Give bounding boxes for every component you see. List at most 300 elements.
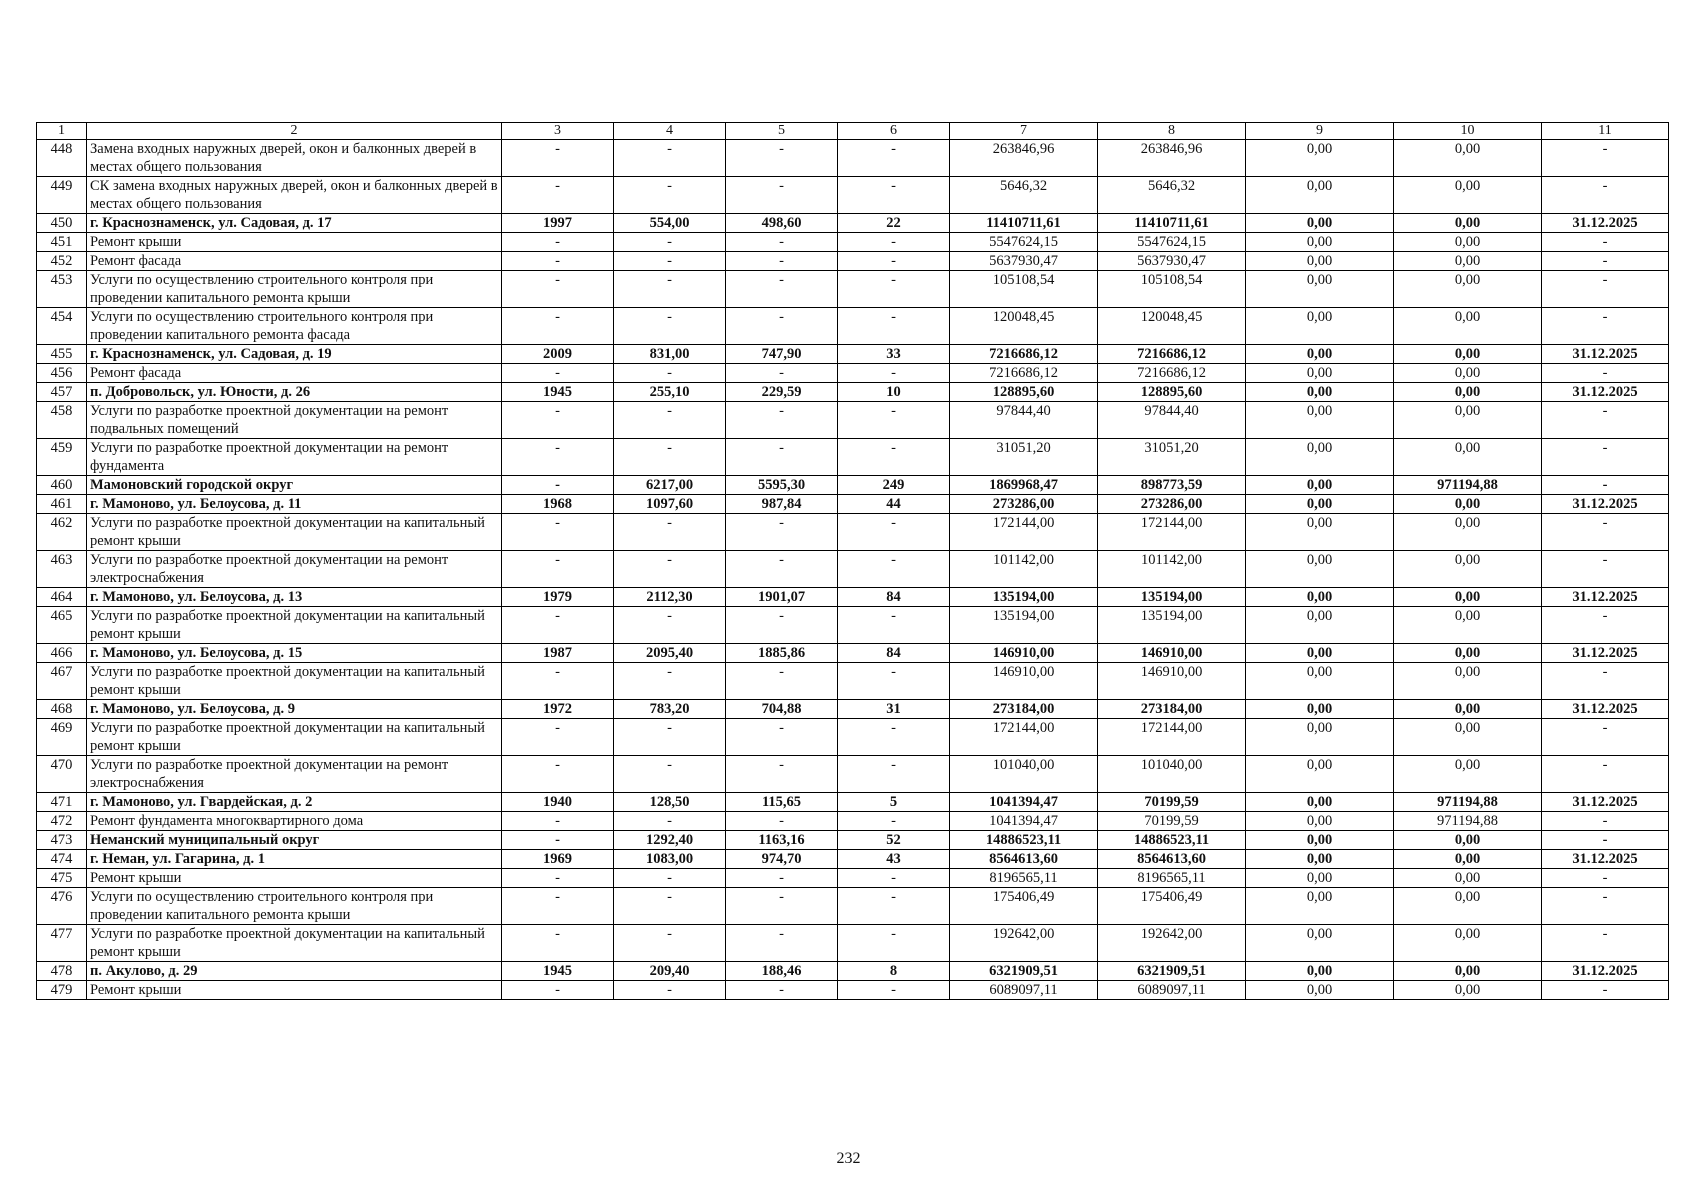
header-cell: 2 — [87, 123, 502, 140]
value-cell: 971194,88 — [1394, 476, 1542, 495]
header-cell: 1 — [37, 123, 87, 140]
row-number-cell: 474 — [37, 850, 87, 869]
value-cell: 8196565,11 — [1098, 869, 1246, 888]
value-cell: - — [502, 271, 614, 308]
value-cell: 115,65 — [726, 793, 838, 812]
value-cell: 554,00 — [614, 214, 726, 233]
value-cell: 7216686,12 — [1098, 364, 1246, 383]
value-cell: - — [726, 888, 838, 925]
value-cell: 0,00 — [1394, 869, 1542, 888]
value-cell: 84 — [838, 588, 950, 607]
row-number-cell: 453 — [37, 271, 87, 308]
item-name-cell: г. Мамоново, ул. Белоусова, д. 11 — [87, 495, 502, 514]
value-cell: 1292,40 — [614, 831, 726, 850]
value-cell: - — [502, 402, 614, 439]
value-cell: - — [1542, 271, 1669, 308]
value-cell: 0,00 — [1394, 495, 1542, 514]
value-cell: 6321909,51 — [950, 962, 1098, 981]
value-cell: - — [838, 607, 950, 644]
value-cell: 8196565,11 — [950, 869, 1098, 888]
row-number-cell: 476 — [37, 888, 87, 925]
value-cell: 172144,00 — [950, 719, 1098, 756]
header-cell: 5 — [726, 123, 838, 140]
value-cell: 52 — [838, 831, 950, 850]
item-name-cell: п. Акулово, д. 29 — [87, 962, 502, 981]
value-cell: - — [838, 514, 950, 551]
value-cell: - — [614, 308, 726, 345]
value-cell: - — [838, 252, 950, 271]
row-number-cell: 458 — [37, 402, 87, 439]
value-cell: 84 — [838, 644, 950, 663]
value-cell: 0,00 — [1246, 793, 1394, 812]
value-cell: 1968 — [502, 495, 614, 514]
row-number-cell: 454 — [37, 308, 87, 345]
value-cell: - — [1542, 663, 1669, 700]
value-cell: 175406,49 — [1098, 888, 1246, 925]
value-cell: - — [614, 402, 726, 439]
value-cell: 209,40 — [614, 962, 726, 981]
value-cell: 0,00 — [1246, 439, 1394, 476]
value-cell: 6089097,11 — [950, 981, 1098, 1000]
value-cell: 0,00 — [1394, 756, 1542, 793]
item-name-cell: г. Краснознаменск, ул. Садовая, д. 17 — [87, 214, 502, 233]
value-cell: 1097,60 — [614, 495, 726, 514]
value-cell: - — [502, 551, 614, 588]
value-cell: - — [838, 551, 950, 588]
table-row — [37, 233, 1669, 252]
table-row — [37, 439, 1669, 476]
value-cell: - — [726, 869, 838, 888]
table-row — [37, 719, 1669, 756]
value-cell: 0,00 — [1246, 345, 1394, 364]
value-cell: - — [838, 756, 950, 793]
value-cell: 120048,45 — [1098, 308, 1246, 345]
value-cell: 43 — [838, 850, 950, 869]
value-cell: - — [502, 233, 614, 252]
value-cell: - — [1542, 869, 1669, 888]
value-cell: 0,00 — [1394, 383, 1542, 402]
value-cell: 0,00 — [1394, 439, 1542, 476]
value-cell: 0,00 — [1246, 981, 1394, 1000]
value-cell: - — [838, 925, 950, 962]
value-cell: - — [502, 140, 614, 177]
table-row — [37, 925, 1669, 962]
value-cell: - — [726, 663, 838, 700]
item-name-cell: г. Краснознаменск, ул. Садовая, д. 19 — [87, 345, 502, 364]
item-name-cell: Ремонт крыши — [87, 869, 502, 888]
value-cell: 0,00 — [1394, 140, 1542, 177]
value-cell: 6321909,51 — [1098, 962, 1246, 981]
value-cell: 0,00 — [1394, 644, 1542, 663]
value-cell: 0,00 — [1394, 607, 1542, 644]
value-cell: 5547624,15 — [950, 233, 1098, 252]
row-number-cell: 469 — [37, 719, 87, 756]
value-cell: - — [1542, 551, 1669, 588]
value-cell: 1945 — [502, 383, 614, 402]
value-cell: 31051,20 — [950, 439, 1098, 476]
value-cell: 0,00 — [1394, 925, 1542, 962]
row-number-cell: 468 — [37, 700, 87, 719]
value-cell: 146910,00 — [1098, 644, 1246, 663]
value-cell: 101040,00 — [950, 756, 1098, 793]
value-cell: 249 — [838, 476, 950, 495]
value-cell: 31.12.2025 — [1542, 383, 1669, 402]
value-cell: - — [838, 663, 950, 700]
value-cell: - — [614, 719, 726, 756]
table-row — [37, 140, 1669, 177]
value-cell: - — [1542, 888, 1669, 925]
value-cell: - — [1542, 981, 1669, 1000]
value-cell: 128895,60 — [1098, 383, 1246, 402]
value-cell: - — [838, 439, 950, 476]
value-cell: - — [1542, 514, 1669, 551]
value-cell: - — [1542, 925, 1669, 962]
value-cell: 1979 — [502, 588, 614, 607]
value-cell: 6217,00 — [614, 476, 726, 495]
value-cell: - — [726, 271, 838, 308]
value-cell: 135194,00 — [1098, 607, 1246, 644]
value-cell: 128895,60 — [950, 383, 1098, 402]
value-cell: 0,00 — [1394, 588, 1542, 607]
value-cell: 1869968,47 — [950, 476, 1098, 495]
header-cell: 6 — [838, 123, 950, 140]
value-cell: - — [1542, 719, 1669, 756]
value-cell: 188,46 — [726, 962, 838, 981]
value-cell: - — [502, 607, 614, 644]
table-row — [37, 850, 1669, 869]
value-cell: - — [726, 140, 838, 177]
value-cell: 192642,00 — [1098, 925, 1246, 962]
value-cell: 1997 — [502, 214, 614, 233]
value-cell: 31.12.2025 — [1542, 588, 1669, 607]
table-row — [37, 214, 1669, 233]
value-cell: 1969 — [502, 850, 614, 869]
item-name-cell: СК замена входных наружных дверей, окон и балконных дверей в местах общего пользования — [87, 177, 502, 214]
value-cell: - — [614, 981, 726, 1000]
value-cell: 7216686,12 — [950, 345, 1098, 364]
item-name-cell: Услуги по осуществлению строительного контроля при проведении капитального ремонта фасада — [87, 308, 502, 345]
value-cell: 0,00 — [1394, 271, 1542, 308]
value-cell: - — [726, 812, 838, 831]
value-cell: 255,10 — [614, 383, 726, 402]
value-cell: 974,70 — [726, 850, 838, 869]
value-cell: 31 — [838, 700, 950, 719]
value-cell: - — [726, 719, 838, 756]
value-cell: 120048,45 — [950, 308, 1098, 345]
value-cell: 0,00 — [1246, 700, 1394, 719]
value-cell: - — [726, 233, 838, 252]
row-number-cell: 472 — [37, 812, 87, 831]
value-cell: 2095,40 — [614, 644, 726, 663]
value-cell: - — [502, 869, 614, 888]
value-cell: - — [726, 756, 838, 793]
header-cell: 10 — [1394, 123, 1542, 140]
value-cell: 0,00 — [1246, 495, 1394, 514]
value-cell: 0,00 — [1246, 925, 1394, 962]
value-cell: - — [614, 439, 726, 476]
value-cell: - — [726, 439, 838, 476]
value-cell: 70199,59 — [1098, 812, 1246, 831]
row-number-cell: 478 — [37, 962, 87, 981]
value-cell: - — [1542, 607, 1669, 644]
value-cell: 31.12.2025 — [1542, 793, 1669, 812]
table-row — [37, 551, 1669, 588]
value-cell: - — [1542, 402, 1669, 439]
row-number-cell: 461 — [37, 495, 87, 514]
item-name-cell: Услуги по разработке проектной документации на капитальный ремонт крыши — [87, 514, 502, 551]
table-row — [37, 476, 1669, 495]
item-name-cell: Услуги по разработке проектной документации на ремонт подвальных помещений — [87, 402, 502, 439]
value-cell: 0,00 — [1394, 831, 1542, 850]
value-cell: 31.12.2025 — [1542, 850, 1669, 869]
value-cell: 6089097,11 — [1098, 981, 1246, 1000]
value-cell: - — [614, 271, 726, 308]
value-cell: - — [838, 271, 950, 308]
value-cell: 172144,00 — [950, 514, 1098, 551]
value-cell: 1041394,47 — [950, 793, 1098, 812]
item-name-cell: Мамоновский городской округ — [87, 476, 502, 495]
row-number-cell: 460 — [37, 476, 87, 495]
header-cell: 7 — [950, 123, 1098, 140]
value-cell: - — [614, 233, 726, 252]
item-name-cell: Услуги по разработке проектной документации на капитальный ремонт крыши — [87, 925, 502, 962]
value-cell: 5547624,15 — [1098, 233, 1246, 252]
row-number-cell: 459 — [37, 439, 87, 476]
value-cell: 14886523,11 — [950, 831, 1098, 850]
value-cell: 146910,00 — [950, 644, 1098, 663]
value-cell: - — [502, 925, 614, 962]
value-cell: 11410711,61 — [950, 214, 1098, 233]
value-cell: - — [726, 308, 838, 345]
value-cell: 0,00 — [1394, 345, 1542, 364]
item-name-cell: г. Мамоново, ул. Гвардейская, д. 2 — [87, 793, 502, 812]
value-cell: 1901,07 — [726, 588, 838, 607]
table-row — [37, 644, 1669, 663]
row-number-cell: 464 — [37, 588, 87, 607]
value-cell: - — [1542, 252, 1669, 271]
item-name-cell: Неманский муниципальный округ — [87, 831, 502, 850]
table-row — [37, 271, 1669, 308]
value-cell: 229,59 — [726, 383, 838, 402]
value-cell: 7216686,12 — [1098, 345, 1246, 364]
table-row — [37, 663, 1669, 700]
value-cell: - — [502, 981, 614, 1000]
column-number-header-row — [37, 123, 1669, 140]
value-cell: 0,00 — [1246, 850, 1394, 869]
value-cell: 101142,00 — [950, 551, 1098, 588]
value-cell: 0,00 — [1394, 514, 1542, 551]
value-cell: - — [1542, 439, 1669, 476]
value-cell: 1163,16 — [726, 831, 838, 850]
row-number-cell: 471 — [37, 793, 87, 812]
value-cell: - — [1542, 140, 1669, 177]
row-number-cell: 457 — [37, 383, 87, 402]
value-cell: 0,00 — [1394, 719, 1542, 756]
value-cell: 5 — [838, 793, 950, 812]
value-cell: - — [726, 607, 838, 644]
table-row — [37, 514, 1669, 551]
value-cell: 971194,88 — [1394, 793, 1542, 812]
value-cell: 0,00 — [1246, 588, 1394, 607]
value-cell: - — [838, 402, 950, 439]
value-cell: 0,00 — [1246, 476, 1394, 495]
item-name-cell: Услуги по разработке проектной документации на капитальный ремонт крыши — [87, 719, 502, 756]
header-cell: 9 — [1246, 123, 1394, 140]
value-cell: 0,00 — [1246, 271, 1394, 308]
value-cell: - — [726, 514, 838, 551]
value-cell: 10 — [838, 383, 950, 402]
value-cell: 1972 — [502, 700, 614, 719]
value-cell: - — [726, 252, 838, 271]
value-cell: - — [726, 364, 838, 383]
value-cell: 0,00 — [1246, 812, 1394, 831]
value-cell: 0,00 — [1246, 607, 1394, 644]
value-cell: 0,00 — [1246, 663, 1394, 700]
value-cell: 0,00 — [1246, 514, 1394, 551]
value-cell: 263846,96 — [950, 140, 1098, 177]
value-cell: - — [614, 607, 726, 644]
value-cell: - — [502, 812, 614, 831]
value-cell: - — [502, 439, 614, 476]
value-cell: - — [838, 888, 950, 925]
value-cell: - — [1542, 233, 1669, 252]
value-cell: 0,00 — [1246, 252, 1394, 271]
item-name-cell: Ремонт фасада — [87, 364, 502, 383]
row-number-cell: 455 — [37, 345, 87, 364]
value-cell: 31.12.2025 — [1542, 700, 1669, 719]
table-row — [37, 402, 1669, 439]
value-cell: 0,00 — [1246, 888, 1394, 925]
row-number-cell: 448 — [37, 140, 87, 177]
item-name-cell: Замена входных наружных дверей, окон и балконных дверей в местах общего пользования — [87, 140, 502, 177]
value-cell: - — [1542, 308, 1669, 345]
table-row — [37, 345, 1669, 364]
table-row — [37, 869, 1669, 888]
value-cell: - — [614, 925, 726, 962]
item-name-cell: Услуги по разработке проектной документации на ремонт фундамента — [87, 439, 502, 476]
value-cell: 898773,59 — [1098, 476, 1246, 495]
table-row — [37, 981, 1669, 1000]
value-cell: 97844,40 — [1098, 402, 1246, 439]
row-number-cell: 465 — [37, 607, 87, 644]
value-cell: 0,00 — [1246, 644, 1394, 663]
value-cell: - — [726, 551, 838, 588]
value-cell: 135194,00 — [1098, 588, 1246, 607]
item-name-cell: Ремонт фасада — [87, 252, 502, 271]
value-cell: 987,84 — [726, 495, 838, 514]
value-cell: 175406,49 — [950, 888, 1098, 925]
row-number-cell: 466 — [37, 644, 87, 663]
row-number-cell: 477 — [37, 925, 87, 962]
value-cell: 1987 — [502, 644, 614, 663]
value-cell: 0,00 — [1394, 233, 1542, 252]
row-number-cell: 479 — [37, 981, 87, 1000]
value-cell: - — [838, 719, 950, 756]
value-cell: 0,00 — [1246, 831, 1394, 850]
value-cell: - — [838, 140, 950, 177]
row-number-cell: 470 — [37, 756, 87, 793]
value-cell: 5595,30 — [726, 476, 838, 495]
value-cell: 1945 — [502, 962, 614, 981]
value-cell: 5646,32 — [1098, 177, 1246, 214]
value-cell: 8564613,60 — [1098, 850, 1246, 869]
value-cell: - — [838, 233, 950, 252]
row-number-cell: 467 — [37, 663, 87, 700]
value-cell: 1083,00 — [614, 850, 726, 869]
value-cell: 0,00 — [1394, 308, 1542, 345]
document-page — [36, 122, 1668, 1112]
value-cell: 135194,00 — [950, 607, 1098, 644]
item-name-cell: Услуги по разработке проектной документации на капитальный ремонт крыши — [87, 607, 502, 644]
value-cell: - — [502, 663, 614, 700]
value-cell: 0,00 — [1246, 869, 1394, 888]
value-cell: 971194,88 — [1394, 812, 1542, 831]
value-cell: 1041394,47 — [950, 812, 1098, 831]
item-name-cell: Услуги по разработке проектной документации на ремонт электроснабжения — [87, 756, 502, 793]
value-cell: 0,00 — [1394, 962, 1542, 981]
value-cell: - — [614, 514, 726, 551]
value-cell: 146910,00 — [1098, 663, 1246, 700]
row-number-cell: 456 — [37, 364, 87, 383]
value-cell: 0,00 — [1394, 888, 1542, 925]
value-cell: - — [614, 869, 726, 888]
item-name-cell: Услуги по осуществлению строительного контроля при проведении капитального ремонта крыши — [87, 271, 502, 308]
value-cell: - — [838, 869, 950, 888]
value-cell: 263846,96 — [1098, 140, 1246, 177]
value-cell: 128,50 — [614, 793, 726, 812]
header-cell: 11 — [1542, 123, 1669, 140]
value-cell: 31.12.2025 — [1542, 345, 1669, 364]
value-cell: - — [1542, 177, 1669, 214]
value-cell: 70199,59 — [1098, 793, 1246, 812]
table-row — [37, 364, 1669, 383]
table-row — [37, 831, 1669, 850]
value-cell: - — [614, 252, 726, 271]
value-cell: 0,00 — [1394, 551, 1542, 588]
value-cell: 273184,00 — [1098, 700, 1246, 719]
value-cell: 5637930,47 — [1098, 252, 1246, 271]
value-cell: - — [614, 663, 726, 700]
value-cell: 0,00 — [1246, 383, 1394, 402]
item-name-cell: г. Неман, ул. Гагарина, д. 1 — [87, 850, 502, 869]
value-cell: 146910,00 — [950, 663, 1098, 700]
header-cell: 3 — [502, 123, 614, 140]
value-cell: - — [838, 308, 950, 345]
table-row — [37, 756, 1669, 793]
value-cell: - — [614, 551, 726, 588]
value-cell: 31051,20 — [1098, 439, 1246, 476]
value-cell: 0,00 — [1394, 364, 1542, 383]
value-cell: 0,00 — [1394, 850, 1542, 869]
value-cell: - — [838, 364, 950, 383]
table-row — [37, 607, 1669, 644]
value-cell: 0,00 — [1246, 402, 1394, 439]
item-name-cell: г. Мамоново, ул. Белоусова, д. 9 — [87, 700, 502, 719]
value-cell: 273286,00 — [1098, 495, 1246, 514]
table-row — [37, 383, 1669, 402]
value-cell: 0,00 — [1246, 962, 1394, 981]
item-name-cell: г. Мамоново, ул. Белоусова, д. 15 — [87, 644, 502, 663]
row-number-cell: 451 — [37, 233, 87, 252]
value-cell: 14886523,11 — [1098, 831, 1246, 850]
value-cell: 1885,86 — [726, 644, 838, 663]
value-cell: - — [502, 364, 614, 383]
value-cell: 97844,40 — [950, 402, 1098, 439]
value-cell: 5637930,47 — [950, 252, 1098, 271]
value-cell: - — [614, 364, 726, 383]
value-cell: 105108,54 — [1098, 271, 1246, 308]
value-cell: 172144,00 — [1098, 514, 1246, 551]
